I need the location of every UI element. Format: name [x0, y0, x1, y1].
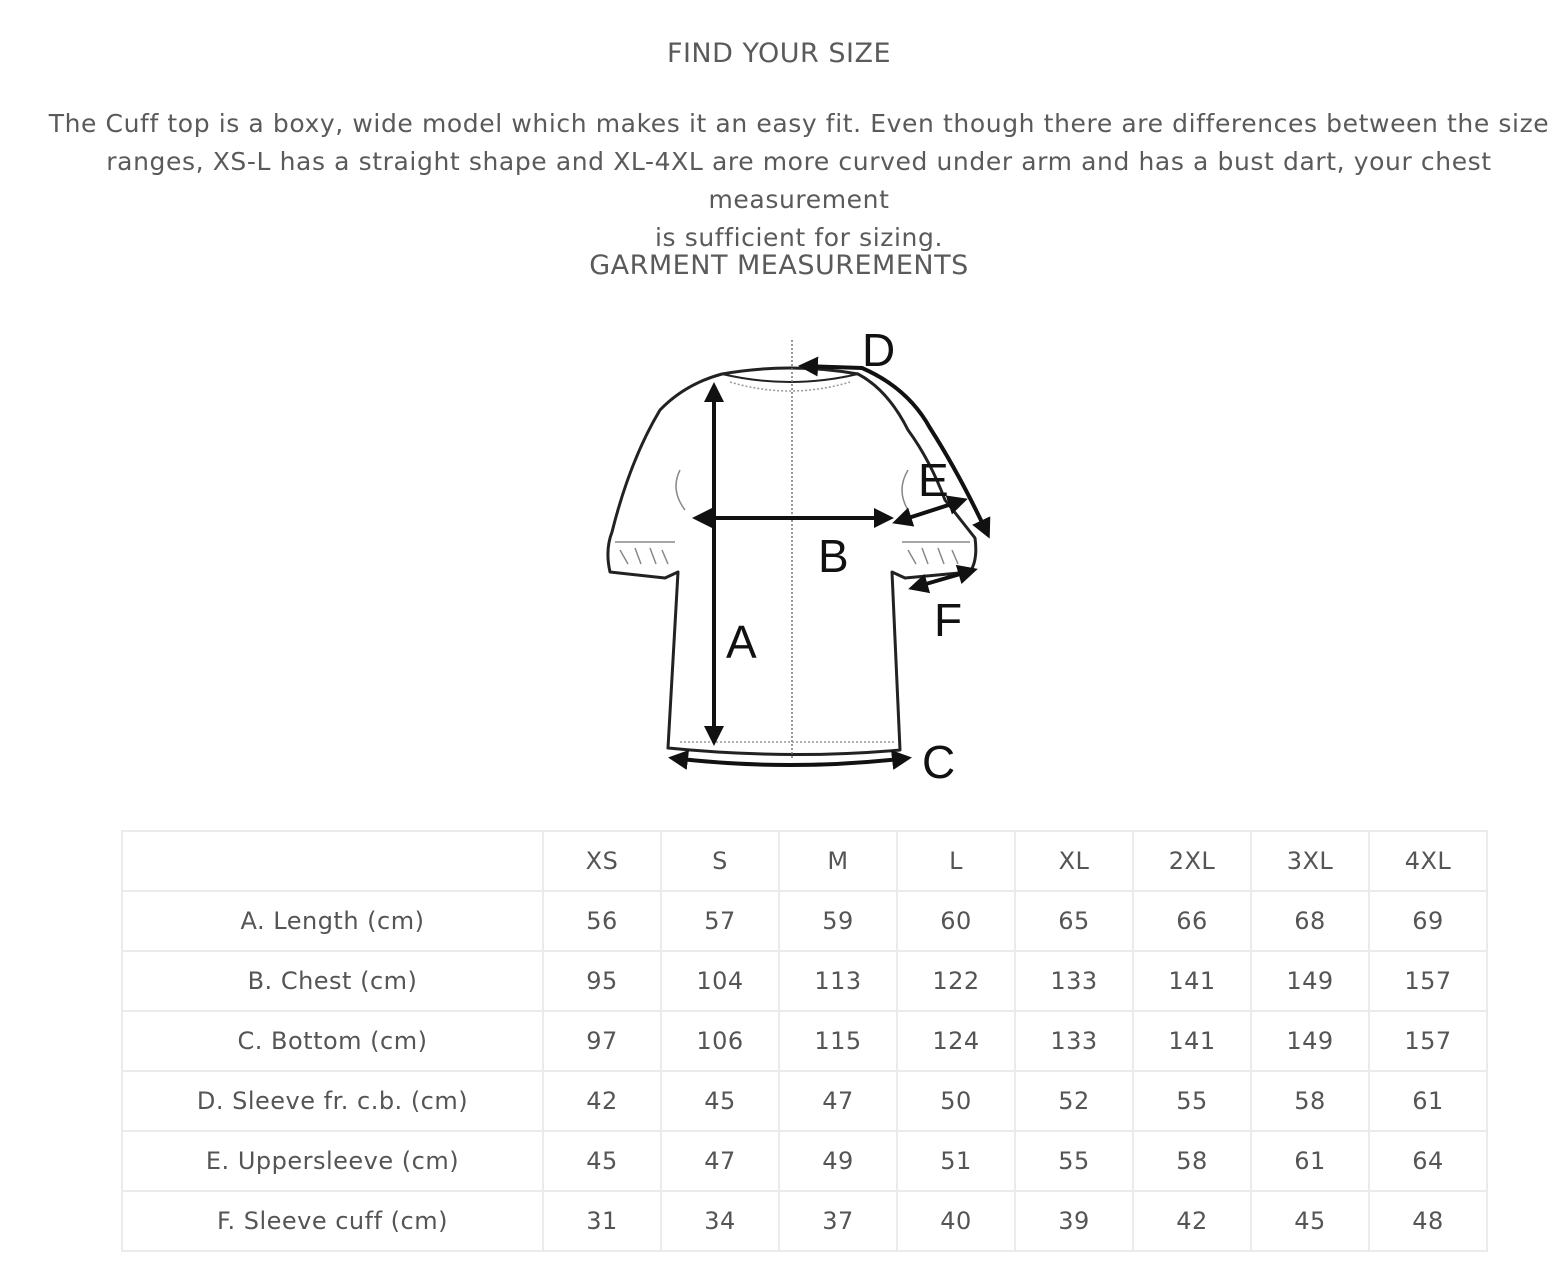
table-row [122, 1071, 1487, 1131]
table-cell: 64 [1369, 1131, 1487, 1191]
table-cell: 61 [1369, 1071, 1487, 1131]
table-row [122, 1191, 1487, 1251]
table-cell: 133 [1015, 1011, 1133, 1071]
table-row [122, 1011, 1487, 1071]
intro-line: is sufficient for sizing. [654, 223, 944, 252]
table-cell: 141 [1133, 951, 1251, 1011]
table-cell: 42 [1133, 1191, 1251, 1251]
table-cell: 58 [1251, 1071, 1369, 1131]
section-heading: GARMENT MEASUREMENTS [589, 250, 969, 281]
table-cell: 55 [1015, 1131, 1133, 1191]
table-cell: 57 [661, 891, 779, 951]
table-cell: 95 [543, 951, 661, 1011]
header-cell-size: 4XL [1369, 831, 1487, 891]
label-b: B [818, 530, 849, 582]
intro-line: ranges, XS-L has a straight shape and XL-4XL are more curved under arm and has a bust dart, your chest measurement [106, 147, 1492, 214]
table-cell: 55 [1133, 1071, 1251, 1131]
table-cell: 66 [1133, 891, 1251, 951]
label-a: A [726, 616, 757, 668]
header-cell-size: M [779, 831, 897, 891]
table-cell: 149 [1251, 951, 1369, 1011]
table-cell: 124 [897, 1011, 1015, 1071]
row-label: D. Sleeve fr. c.b. (cm) [122, 1071, 543, 1131]
neck-stitch [730, 382, 850, 391]
table-cell: 50 [897, 1071, 1015, 1131]
table-cell: 97 [543, 1011, 661, 1071]
table-cell: 37 [779, 1191, 897, 1251]
table-row [122, 891, 1487, 951]
arrow-c [672, 758, 908, 765]
intro-line: The Cuff top is a boxy, wide model which makes it an easy fit. Even though there are differences between the size [48, 109, 1550, 138]
table-cell: 149 [1251, 1011, 1369, 1071]
table-row [122, 951, 1487, 1011]
arrow-d [802, 366, 988, 535]
header-cell-empty [122, 831, 543, 891]
header-cell-size: 2XL [1133, 831, 1251, 891]
table-cell: 45 [543, 1131, 661, 1191]
table-cell: 133 [1015, 951, 1133, 1011]
row-label: B. Chest (cm) [122, 951, 543, 1011]
table-cell: 51 [897, 1131, 1015, 1191]
label-c: C [922, 736, 956, 788]
row-label: E. Uppersleeve (cm) [122, 1131, 543, 1191]
header-cell-size: 3XL [1251, 831, 1369, 891]
page-heading: FIND YOUR SIZE [666, 38, 892, 69]
garment-diagram [590, 310, 1010, 800]
table-cell: 157 [1369, 1011, 1487, 1071]
header-cell-size: S [661, 831, 779, 891]
table-cell: 58 [1133, 1131, 1251, 1191]
header-cell-size: XS [543, 831, 661, 891]
table-cell: 113 [779, 951, 897, 1011]
row-label: A. Length (cm) [122, 891, 543, 951]
table-cell: 40 [897, 1191, 1015, 1251]
table-cell: 157 [1369, 951, 1487, 1011]
row-label: C. Bottom (cm) [122, 1011, 543, 1071]
table-cell: 106 [661, 1011, 779, 1071]
table-cell: 45 [661, 1071, 779, 1131]
table-cell: 65 [1015, 891, 1133, 951]
table-cell: 104 [661, 951, 779, 1011]
table-cell: 115 [779, 1011, 897, 1071]
table-cell: 141 [1133, 1011, 1251, 1071]
table-cell: 69 [1369, 891, 1487, 951]
table-cell: 47 [661, 1131, 779, 1191]
intro-text [40, 105, 1558, 257]
table-cell: 34 [661, 1191, 779, 1251]
table-cell: 48 [1369, 1191, 1487, 1251]
table-cell: 122 [897, 951, 1015, 1011]
table-cell: 60 [897, 891, 1015, 951]
table-cell: 42 [543, 1071, 661, 1131]
row-label: F. Sleeve cuff (cm) [122, 1191, 543, 1251]
header-cell-size: L [897, 831, 1015, 891]
table-cell: 49 [779, 1131, 897, 1191]
table-cell: 47 [779, 1071, 897, 1131]
table-cell: 39 [1015, 1191, 1133, 1251]
table-row [122, 1131, 1487, 1191]
size-table [121, 830, 1488, 1252]
table-cell: 45 [1251, 1191, 1369, 1251]
header-cell-size: XL [1015, 831, 1133, 891]
label-e: E [918, 454, 949, 506]
table-header-row [122, 831, 1487, 891]
arrow-f [912, 570, 974, 588]
table-cell: 56 [543, 891, 661, 951]
label-d: D [862, 324, 896, 376]
label-f: F [934, 594, 963, 646]
table-cell: 52 [1015, 1071, 1133, 1131]
table-cell: 31 [543, 1191, 661, 1251]
table-cell: 61 [1251, 1131, 1369, 1191]
table-cell: 68 [1251, 891, 1369, 951]
table-cell: 59 [779, 891, 897, 951]
